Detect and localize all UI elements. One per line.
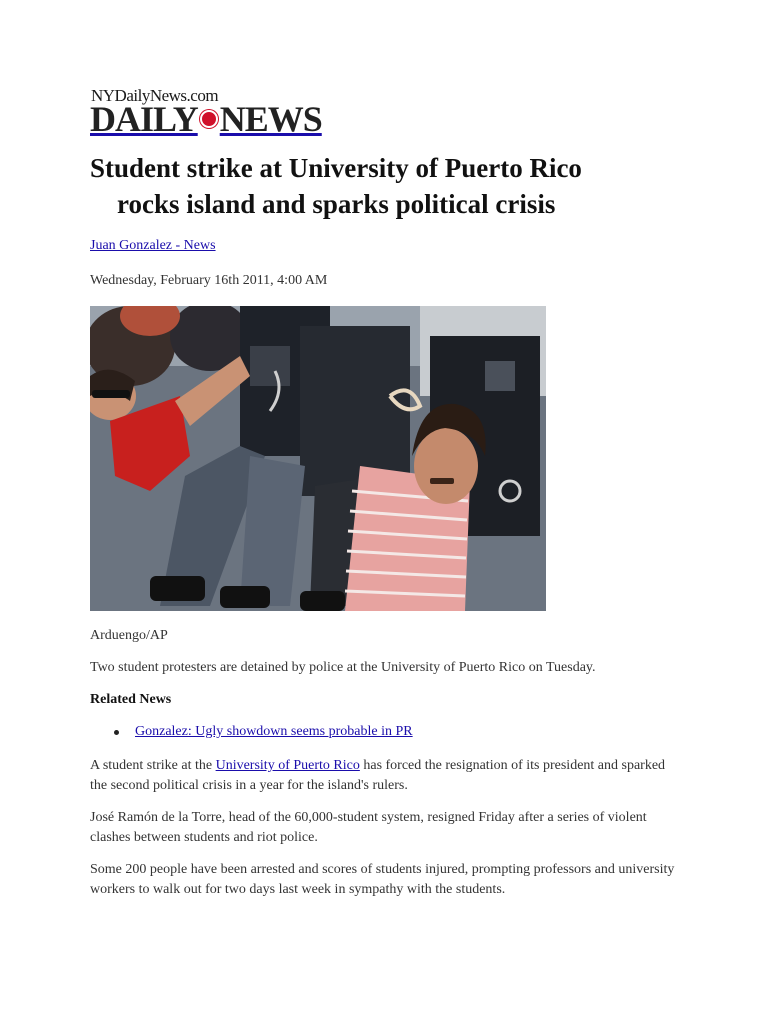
publish-date: Wednesday, February 16th 2011, 4:00 AM xyxy=(90,273,328,288)
logo-seal-icon xyxy=(200,110,218,128)
protest-photo-illustration xyxy=(90,306,546,611)
article-headline xyxy=(90,150,680,222)
p1-text-after: has forced the resignation of its president and sparked the second political crisis in a year for the island's rulers. xyxy=(90,758,666,793)
university-link[interactable]: University of Puerto Rico xyxy=(215,758,360,773)
body-paragraph-3: Some 200 people have been arrested and scores of students injured, prompting professors and university workers to walk out for two days last week in sympathy with the students. xyxy=(90,862,675,897)
daily-news-logo xyxy=(90,99,322,139)
masthead-logo-link[interactable] xyxy=(90,86,420,138)
photo-credit: Arduengo/AP xyxy=(90,628,168,643)
bullet-icon xyxy=(114,730,119,735)
author-byline-link[interactable]: Juan Gonzalez - News xyxy=(90,238,216,253)
headline-line-2: rocks island and sparks political crisis xyxy=(117,189,556,219)
article-photo xyxy=(90,306,546,611)
p1-text-before: A student strike at the xyxy=(90,758,216,773)
masthead-site-name: NYDailyNews.com xyxy=(91,86,219,105)
related-news-list xyxy=(90,723,413,741)
headline-line-1: Student strike at University of Puerto Rico xyxy=(90,153,582,183)
photo-caption: Two student protesters are detained by police at the University of Puerto Rico on Tuesday. xyxy=(90,660,596,675)
body-paragraph-2: José Ramón de la Torre, head of the 60,000-student system, resigned Friday after a series of violent clashes between students and riot police. xyxy=(90,810,647,845)
body-paragraph-1 xyxy=(90,756,680,796)
logo-word-daily: DAILY xyxy=(90,99,198,139)
related-news-link[interactable]: Gonzalez: Ugly showdown seems probable in PR xyxy=(135,724,413,739)
related-news-item xyxy=(90,723,413,741)
related-news-heading: Related News xyxy=(90,692,172,707)
logo-word-news: NEWS xyxy=(219,99,322,139)
